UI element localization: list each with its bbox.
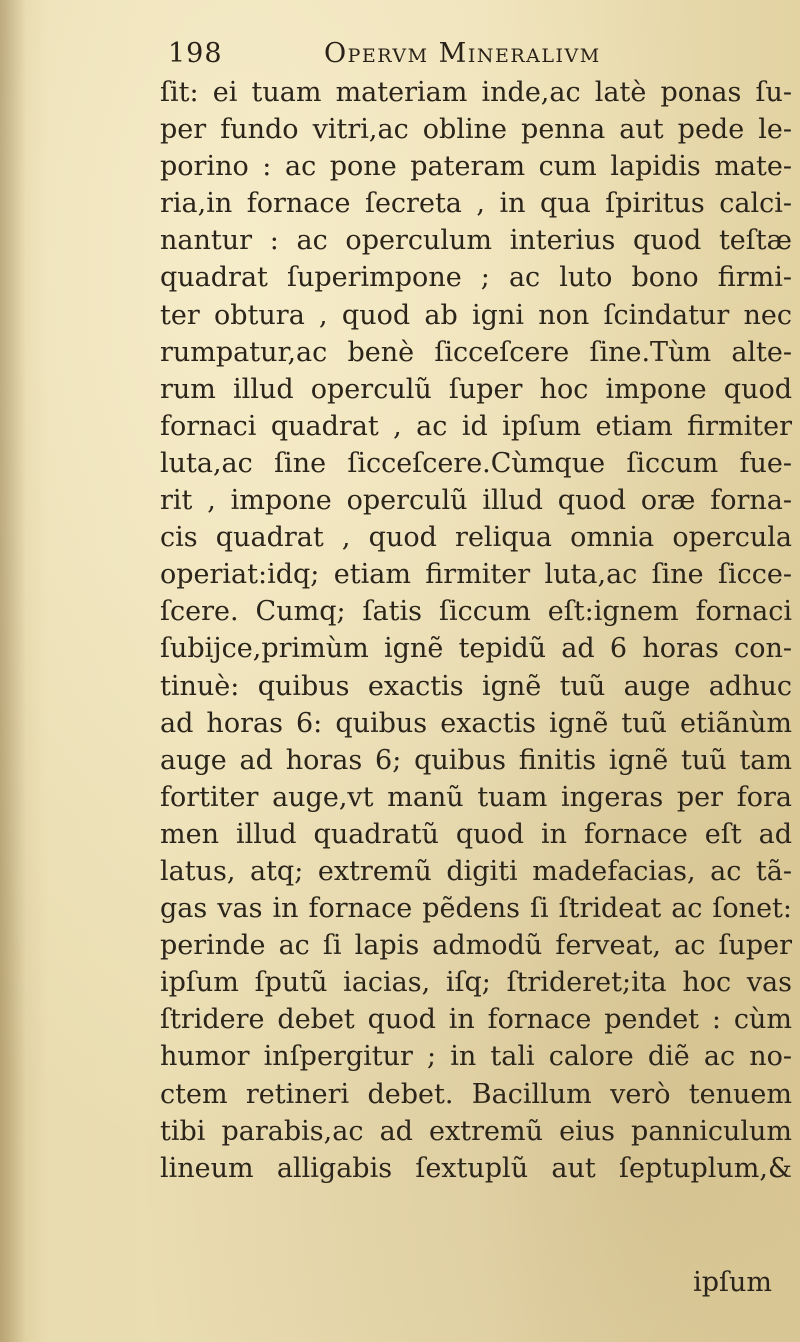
text-line: lineum alligabis ſextuplũ aut ſeptuplum,& (160, 1152, 792, 1184)
catchword: ipſum (693, 1267, 772, 1298)
text-line: ipſum ſputũ iacias, iſq; ſtrideret;ita hoc vas (160, 967, 792, 999)
text-line: gas vas in fornace pẽdens ſi ſtrideat ac ſonet: (160, 893, 792, 925)
text-line: ad horas 6: quibus exactis ignẽ tuũ etiãnùm (160, 707, 792, 739)
text-line: latus, atq; extremũ digiti madefacias, ac tã- (160, 855, 792, 887)
page-header (168, 34, 788, 74)
text-line: nantur : ac operculum interius quod teſtæ (160, 225, 792, 257)
text-line: porino : ac pone pateram cum lapidis mate- (160, 151, 792, 183)
text-line: humor inſpergitur ; in tali calore diẽ ac no- (160, 1041, 792, 1073)
body-text (160, 74, 792, 1187)
text-line: operiat:idq; etiam firmiter luta,ac ſine ſicce- (160, 559, 792, 591)
page-number: 198 (168, 38, 223, 69)
text-line: perinde ac ſi lapis admodũ ferveat, ac ſuper (160, 930, 792, 962)
text-line: ſit: ei tuam materiam inde,ac latè ponas ſu- (160, 77, 792, 108)
text-line: ria,in fornace ſecreta , in qua ſpiritus calci- (160, 188, 792, 220)
text-line: tinuè: quibus exactis ignẽ tuũ auge adhuc (160, 670, 792, 702)
text-line: ſubijce,primùm ignẽ tepidũ ad 6 horas con- (160, 633, 792, 665)
text-line: ter obtura , quod ab igni non ſcindatur nec (160, 299, 792, 331)
text-line: auge ad horas 6; quibus finitis ignẽ tuũ tam (160, 744, 792, 776)
text-line: ſtridere debet quod in fornace pendet : cùm (160, 1004, 792, 1036)
text-line: rum illud operculũ ſuper hoc impone quod (160, 373, 792, 405)
running-head: Opervm Mineralivm (324, 38, 601, 69)
text-line: cis quadrat , quod reliqua omnia opercula (160, 522, 792, 554)
text-line: quadrat ſuperimpone ; ac luto bono firmi- (160, 262, 792, 294)
text-line: men illud quadratũ quod in fornace eſt ad (160, 818, 792, 850)
text-line: ctem retineri debet. Bacillum verò tenuem (160, 1078, 792, 1110)
text-line: per fundo vitri,ac obline penna aut pede le- (160, 114, 792, 146)
text-line: tibi parabis,ac ad extremũ eius panniculum (160, 1115, 792, 1147)
text-line: fornaci quadrat , ac id ipſum etiam firmiter (160, 410, 792, 442)
text-line: luta,ac ſine ſicceſcere.Cùmque ſiccum fue- (160, 447, 792, 479)
binding-gutter-shadow (0, 0, 26, 1342)
text-line: ſcere. Cumq; ſatis ſiccum eſt:ignem fornaci (160, 596, 792, 628)
text-line: rumpatur,ac benè ſicceſcere ſine.Tùm alte- (160, 336, 792, 368)
text-line: rit , impone operculũ illud quod oræ forna- (160, 485, 792, 517)
text-line: fortiter auge,vt manũ tuam ingeras per fora (160, 781, 792, 813)
